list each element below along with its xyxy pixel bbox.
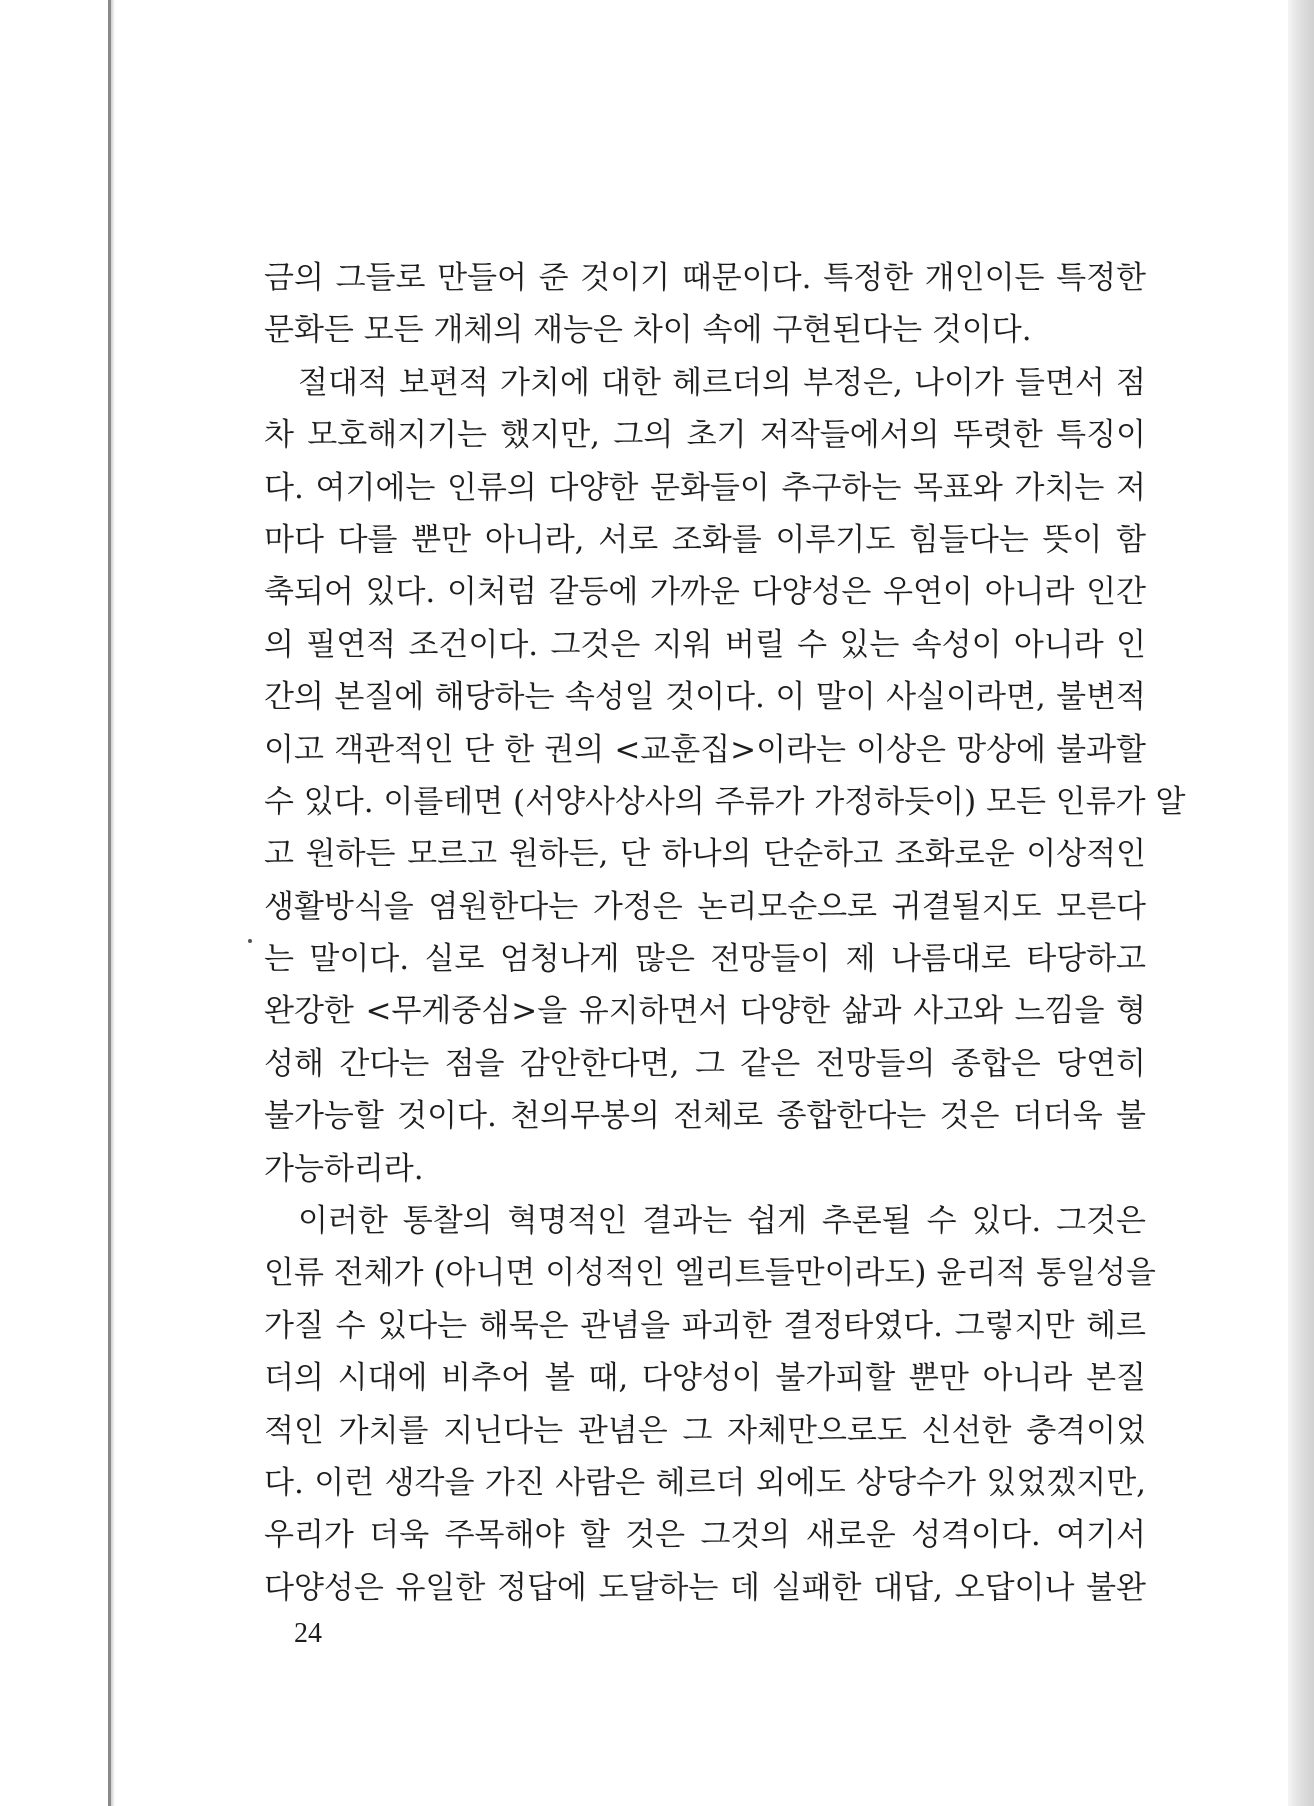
text-line: 고 원하든 모르고 원하든, 단 하나의 단순하고 조화로운 이상적인 xyxy=(264,836,1146,873)
text-line: 인류 전체가 (아니면 이성적인 엘리트들만이라도) 윤리적 통일성을 xyxy=(264,1255,1156,1292)
text-line: 완강한 <무게중심>을 유지하면서 다양한 삶과 사고와 느낌을 형 xyxy=(264,993,1146,1030)
text-line: 절대적 보편적 가치에 대한 헤르더의 부정은, 나이가 들면서 점 xyxy=(298,364,1146,401)
text-line: 더의 시대에 비추어 볼 때, 다양성이 불가피할 뿐만 아니라 본질 xyxy=(264,1360,1146,1397)
text-line: 가능하리라. xyxy=(264,1150,424,1187)
text-line: 다. 여기에는 인류의 다양한 문화들이 추구하는 목표와 가치는 저 xyxy=(264,469,1146,506)
text-line: 차 모호해지기는 했지만, 그의 초기 저작들에서의 뚜렷한 특징이 xyxy=(264,417,1146,454)
text-line: 적인 가치를 지닌다는 관념은 그 자체만으로도 신선한 충격이었 xyxy=(264,1412,1146,1449)
text-line: 가질 수 있다는 해묵은 관념을 파괴한 결정타였다. 그렇지만 헤르 xyxy=(264,1307,1146,1344)
text-line: 우리가 더욱 주목해야 할 것은 그것의 새로운 성격이다. 여기서 xyxy=(264,1517,1146,1554)
text-line: 생활방식을 염원한다는 가정은 논리모순으로 귀결될지도 모른다 xyxy=(264,888,1146,925)
text-line: 수 있다. 이를테면 (서양사상사의 주류가 가정하듯이) 모든 인류가 알 xyxy=(264,783,1186,820)
text-line: 다양성은 유일한 정답에 도달하는 데 실패한 대답, 오답이나 불완 xyxy=(264,1569,1146,1606)
text-line: 이고 객관적인 단 한 권의 <교훈집>이라는 이상은 망상에 불과할 xyxy=(264,731,1146,768)
text-line: 간의 본질에 해당하는 속성일 것이다. 이 말이 사실이라면, 불변적 xyxy=(264,679,1146,716)
text-line: 금의 그들로 만들어 준 것이기 때문이다. 특정한 개인이든 특정한 xyxy=(264,260,1146,296)
text-line: 는 말이다. 실로 엄청나게 많은 전망들이 제 나름대로 타당하고 xyxy=(264,941,1146,978)
text-line: 문화든 모든 개체의 재능은 차이 속에 구현된다는 것이다. xyxy=(264,312,1032,349)
page-gutter-shadow xyxy=(111,0,115,1806)
text-line: 불가능할 것이다. 천의무봉의 전체로 종합한다는 것은 더더욱 불 xyxy=(264,1098,1146,1135)
margin-speck xyxy=(248,939,252,943)
text-line: 축되어 있다. 이처럼 갈등에 가까운 다양성은 우연이 아니라 인간 xyxy=(264,574,1146,611)
text-line: 다. 이런 생각을 가진 사람은 헤르더 외에도 상당수가 있었겠지만, xyxy=(264,1464,1146,1501)
text-line: 의 필연적 조건이다. 그것은 지워 버릴 수 있는 속성이 아니라 인 xyxy=(264,626,1146,663)
page-right-edge xyxy=(1288,0,1314,1806)
text-line: 성해 간다는 점을 감안한다면, 그 같은 전망들의 종합은 당연히 xyxy=(264,1045,1146,1082)
text-line: 마다 다를 뿐만 아니라, 서로 조화를 이루기도 힘들다는 뜻이 함 xyxy=(264,521,1146,558)
page-number: 24 xyxy=(294,1618,322,1649)
body-text xyxy=(264,252,1186,1614)
text-line: 이러한 통찰의 혁명적인 결과는 쉽게 추론될 수 있다. 그것은 xyxy=(298,1203,1146,1240)
